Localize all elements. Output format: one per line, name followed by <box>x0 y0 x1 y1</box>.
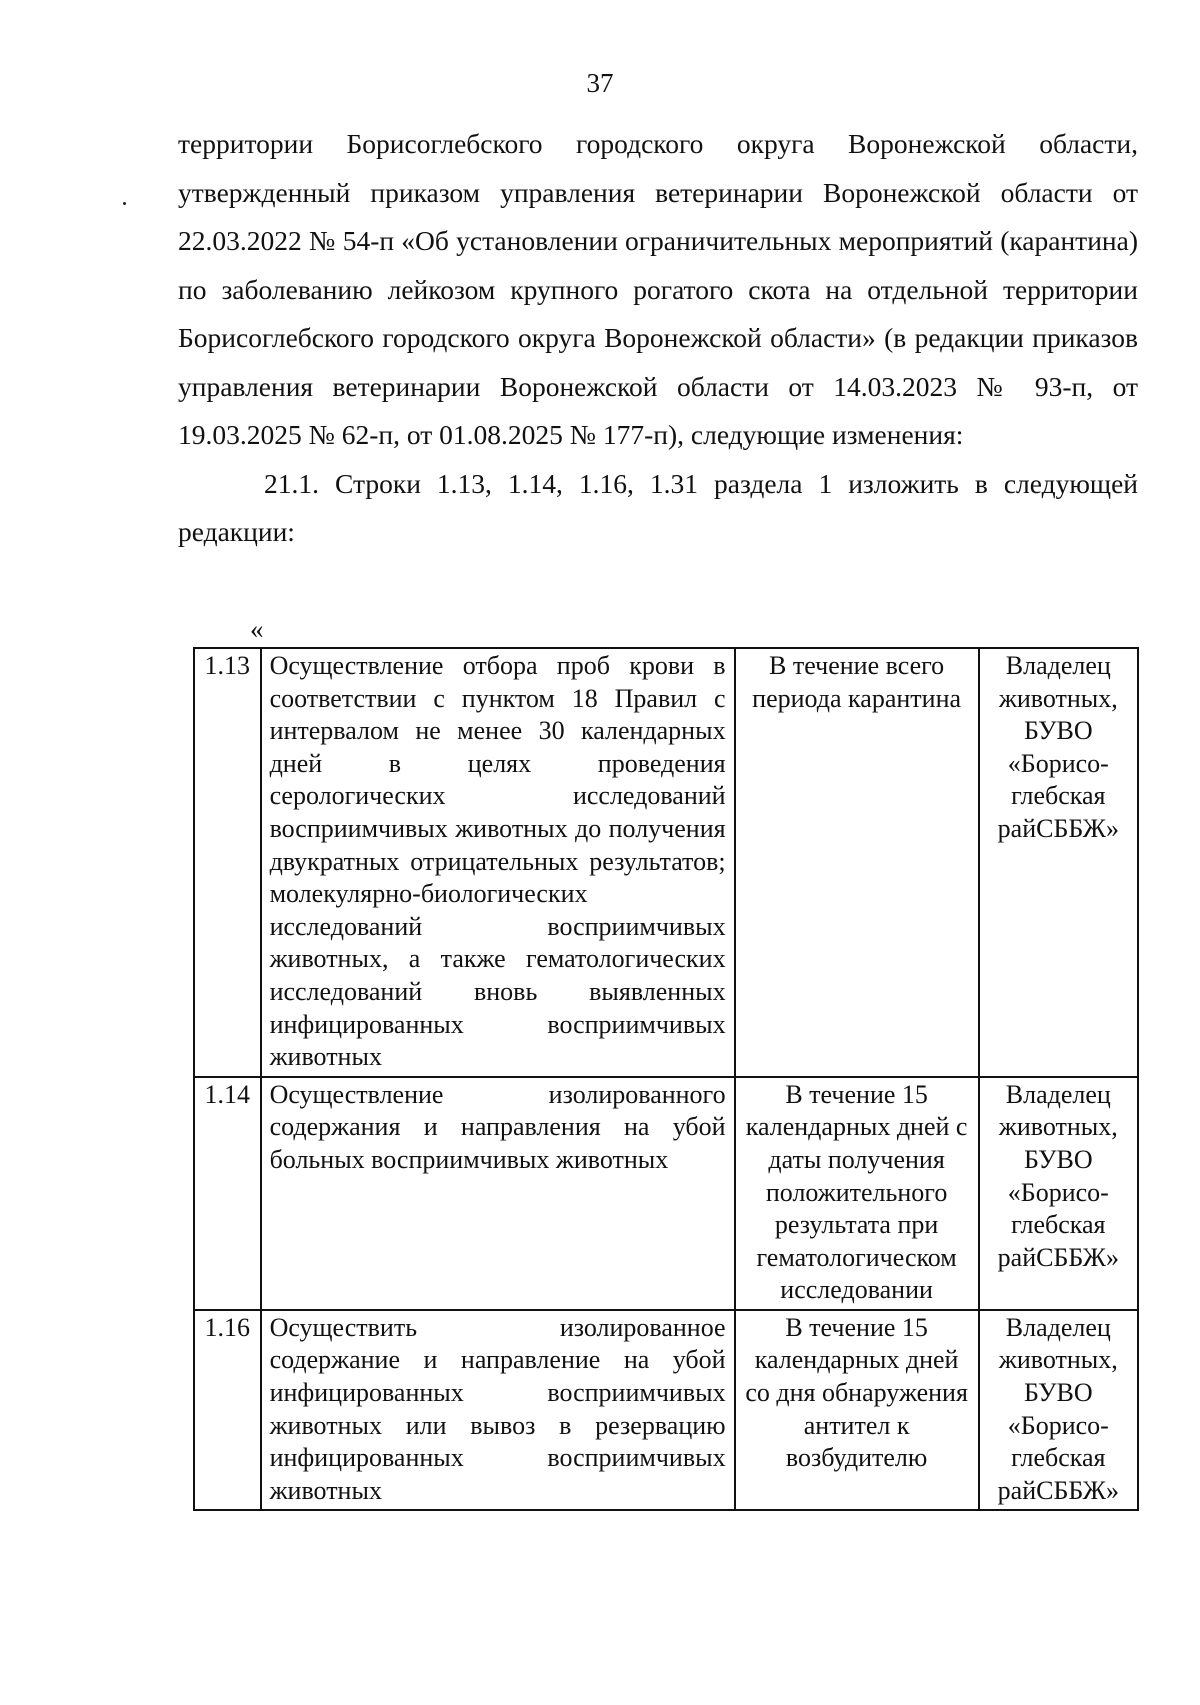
table-row <box>194 1077 1138 1310</box>
table-row <box>194 1310 1138 1511</box>
row-number: 1.14 <box>194 1077 261 1310</box>
row-term: В течение всего периода карантина <box>735 648 979 1077</box>
row-responsible: Владелец животных, БУВО «Борисо-глебская райСББЖ» <box>979 648 1138 1077</box>
table-row <box>194 648 1138 1077</box>
row-number: 1.13 <box>194 648 261 1077</box>
row-responsible: Владелец животных, БУВО «Борисо-глебская райСББЖ» <box>979 1310 1138 1511</box>
paragraph-continuation: территории Борисоглебского городского округа Воронежской области, утвержденный приказом управления ветеринарии Воронежской области от 22.03.2022 № 54-п «Об установлении ограничительных мероприятий (карантина) по заболеванию лейкозом крупного рогатого скота на отдельной территории Борисоглебского городского округа Воронежской области» (в редакции приказов управления ветеринарии Воронежской области от 14.03.2023 № 93-п, от 19.03.2025 № 62-п, от 01.08.2025 № 177-п), следующие изменения: <box>178 128 1138 450</box>
row-action: Осуществление отбора проб крови в соответствии с пунктом 18 Правил с интервалом не менее 30 календарных дней в целях проведения серологических исследований восприимчивых животных до получения двукратных отрицательных результатов; молекулярно-биологических исследований восприимчивых животных, а также гематологических исследований вновь выявленных инфицированных восприимчивых животных <box>261 648 735 1077</box>
row-number: 1.16 <box>194 1310 261 1511</box>
row-action: Осуществить изолированное содержание и направление на убой инфицированных восприимчивых животных или вывоз в резервацию инфицированных восприимчивых животных <box>261 1310 735 1511</box>
row-action: Осуществление изолированного содержания и направления на убой больных восприимчивых животных <box>261 1077 735 1310</box>
row-term: В течение 15 календарных дней с даты получения положительного результата при гематологическом исследовании <box>735 1077 979 1310</box>
page-number: 37 <box>586 68 614 98</box>
paragraph-item-21-1: 21.1. Строки 1.13, 1.14, 1.16, 1.31 раздела 1 изложить в следующей редакции: <box>178 467 1138 547</box>
row-responsible: Владелец животных, БУВО «Борисо-глебская райСББЖ» <box>979 1077 1138 1310</box>
opening-quote-mark: « <box>250 614 264 644</box>
row-term: В течение 15 календарных дней со дня обнаружения антител к возбудителю <box>735 1310 979 1511</box>
document-body <box>178 120 1138 557</box>
amendment-table <box>193 647 1139 1511</box>
scan-speck <box>123 202 126 205</box>
